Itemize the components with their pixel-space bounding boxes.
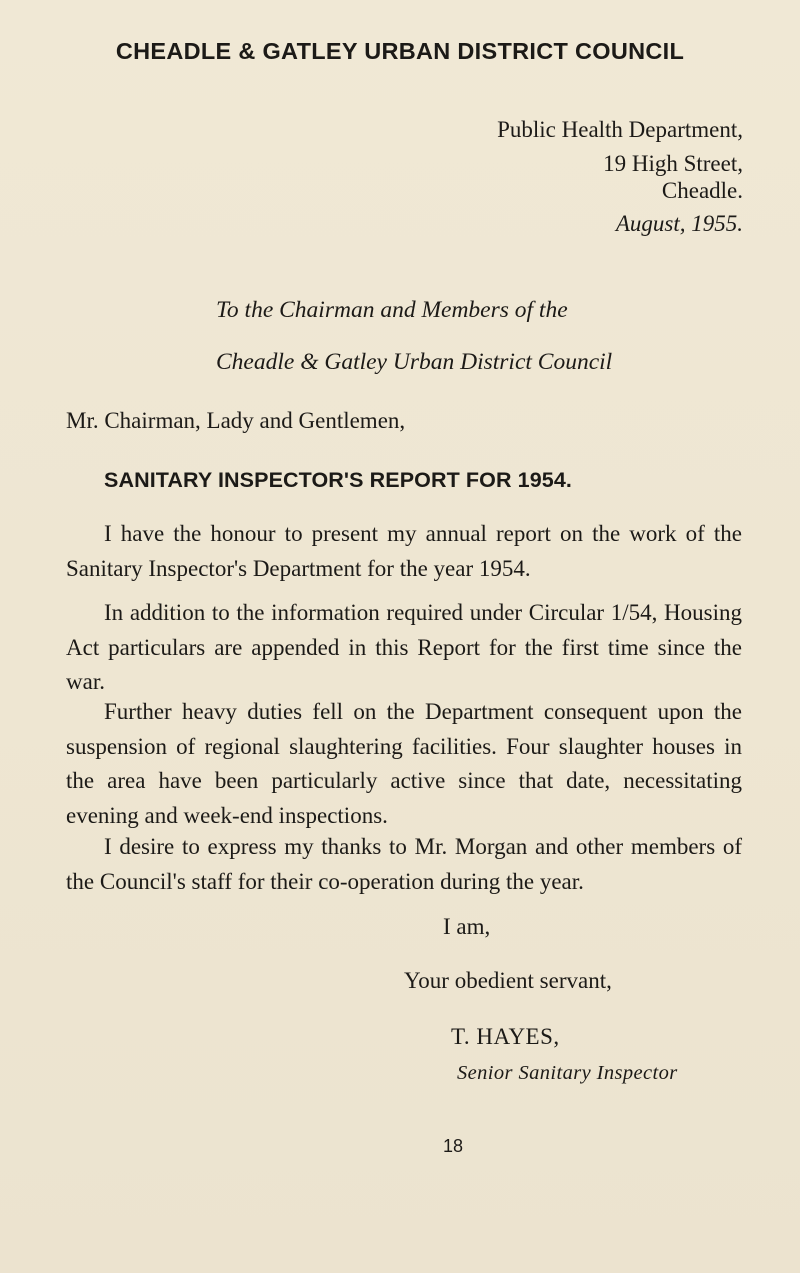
closing-line: I am,: [443, 914, 491, 939]
report-title: SANITARY INSPECTOR'S REPORT FOR 1954.: [104, 468, 572, 492]
paragraph-3-text: Further heavy duties fell on the Department consequent upon the suspension of regional slaughtering facilities. Four slaughter houses in the area have been particularly active since that date, necessitating evening and week-end inspections.: [66, 699, 742, 828]
signatory-name: T. HAYES,: [451, 1024, 560, 1049]
address-town: Cheadle.: [661, 178, 743, 203]
paragraph-4: [66, 830, 742, 899]
addressee-line-1: To the Chairman and Members of the: [216, 297, 568, 323]
address-department: Public Health Department,: [497, 117, 743, 142]
addressee-line-2: Cheadle & Gatley Urban District Council: [216, 349, 613, 375]
letter-date: August, 1955.: [615, 211, 743, 236]
paragraph-2: [66, 596, 742, 700]
paragraph-2-text: In addition to the information required under Circular 1/54, Housing Act particulars are appended in this Report for the first time since the war.: [66, 600, 742, 695]
address-street: 19 High Street,: [603, 151, 743, 176]
paragraph-1: [66, 517, 742, 586]
page-number: 18: [443, 1136, 464, 1156]
signatory-title: Senior Sanitary Inspector: [457, 1062, 678, 1084]
closing-servant: Your obedient servant,: [404, 968, 612, 993]
council-heading: CHEADLE & GATLEY URBAN DISTRICT COUNCIL: [115, 38, 685, 64]
paragraph-4-text: I desire to express my thanks to Mr. Morgan and other members of the Council's staff for their co-operation during the year.: [66, 834, 742, 894]
greeting: Mr. Chairman, Lady and Gentlemen,: [66, 408, 406, 433]
paragraph-3: [66, 695, 742, 833]
paragraph-1-text: I have the honour to present my annual report on the work of the Sanitary Inspector's Department for the year 1954.: [66, 521, 742, 581]
